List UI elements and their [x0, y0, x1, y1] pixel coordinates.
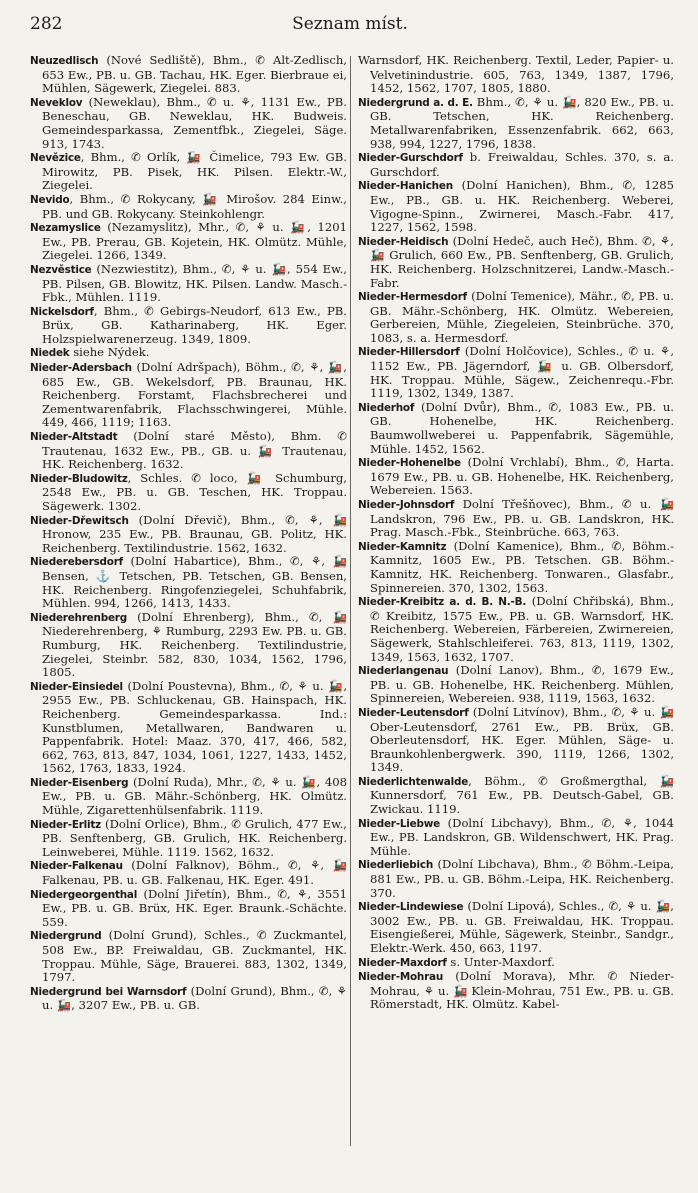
entry-headword: Niederehrenberg [30, 611, 127, 624]
entry-text: (Dolní Ehrenberg), Bhm., ✆, 🚂 Niederehrenberg, ⚘ Rumburg, 2293 Ew. PB. u. GB. Rumburg, HK. Reichenberg. Textilindustrie, Ziegelei, Steinbr. 582, 830, 1034, 1562, 1796, 1805. [42, 609, 347, 680]
entry-text: (Nezwiestitz), Bhm., ✆, ⚘ u. 🚂, 554 Ew., PB. Pilsen, GB. Blowitz, HK. Pilsen. Landw. Masch.-Fbk., Mühlen. 1119. [42, 261, 347, 305]
column-divider [350, 56, 351, 1146]
entry-headword: Nieder-Einsiedel [30, 680, 123, 693]
entry-headword: Nieder-Adersbach [30, 362, 132, 375]
entry-text: s. Unter-Maxdorf. [446, 954, 555, 969]
entry-text: (Dolní Dvůr), Bhm., ✆, 1083 Ew., PB. u. GB. Hohenelbe, HK. Reichenberg. Baumwollweberei u. Pappenfabrik, Sägemühle, Mühle. 1452, 1562. [370, 399, 674, 456]
entry-headword: Niedergeorgenthal [30, 888, 138, 901]
gazetteer-entry [30, 818, 347, 860]
entry-text: (Dolní Orlice), Bhm., ✆ Grulich, 477 Ew., PB. Senftenberg, GB. Grulich, HK. Reichenberg. Leinweberei, Mühle. 1119. 1562, 1632. [42, 816, 347, 859]
entry-headword: Niederebersdorf [30, 556, 123, 569]
entry-headword: Nieder-Hohenelbe [358, 457, 461, 470]
entry-headword: Niedergrund bei Warnsdorf [30, 985, 187, 998]
gazetteer-entry [30, 305, 347, 347]
entry-headword: Nieder-Kamnitz [358, 540, 447, 553]
entry-headword: Nieder-Hanichen [358, 180, 453, 193]
gazetteer-entry [358, 595, 674, 664]
entry-text: (Nezamyslitz), Mhr., ✆, ⚘ u. 🚂, 1201 Ew., PB. Prerau, GB. Kojetein, HK. Olmütz. Mühle, Ziegelei. 1266, 1349. [42, 220, 347, 263]
entry-headword: Niederliebich [358, 859, 434, 872]
entry-text: (Dolní Falknov), Böhm., ✆, ⚘, 🚂 Falkenau, PB. u. GB. Falkenau, HK. Eger. 491. [42, 858, 347, 888]
entry-text: (Dolní Grund), Schles., ✆ Zuckmantel, 508 Ew., BP. Freiwaldau, GB. Zuckmantel, HK. Troppau. Mühle, Säge, Brauerei. 883, 1302, 1349, 1797. [42, 928, 347, 985]
gazetteer-entry [358, 817, 674, 859]
gazetteer-entry [358, 401, 674, 456]
entry-headword: Nieder-Liebwe [358, 817, 440, 830]
entry-headword: Niederlichtenwalde [358, 775, 469, 788]
gazetteer-entry [358, 540, 674, 595]
left-column [30, 54, 347, 1013]
entry-text: , Schles. ✆ loco, 🚂 Schumburg, 2548 Ew., PB. u. GB. Teschen, HK. Troppau. Sägewerk. 1302. [42, 470, 347, 513]
entry-headword: Nieder-Kreibitz a. d. B. N.-B. [358, 596, 527, 609]
entry-text: (Dolní staré Město), Bhm. ✆ Trautenau, 1632 Ew., PB., GB. u. 🚂 Trautenau, HK. Reichenberg. 1632. [42, 429, 347, 472]
gazetteer-entry [30, 929, 347, 984]
gazetteer-entry [30, 985, 347, 1013]
entry-text: (Dolní Kamenice), Bhm., ✆, Böhm.-Kamnitz, 1605 Ew., PB. Tetschen. GB. Böhm.-Kamnitz, HK. Reichenberg. Tonwaren., Glasfabr., Spinnereien. 370, 1302, 1563. [370, 538, 674, 595]
gazetteer-entry [30, 611, 347, 680]
entry-headword: Niederhof [358, 401, 415, 414]
gazetteer-entry [30, 776, 347, 818]
gazetteer-entry [358, 970, 674, 1012]
entry-text: (Dolní Temenice), Mähr., ✆, PB. u. GB. Mähr.-Schönberg, HK. Olmütz. Webereien, Gerbereien, Mühle, Ziegeleien, Steinbrüche. 370, 1083, s. a. Hermesdorf. [370, 289, 674, 345]
gazetteer-entry [358, 345, 674, 400]
entry-text: (Dolní Jiřetín), Bhm., ✆, ⚘, 3551 Ew., PB. u. GB. Brüx, HK. Eger. Braunk.-Schächte. 559. [42, 886, 347, 929]
gazetteer-entry [30, 346, 347, 361]
entry-text: (Dolní Lipová), Schles., ✆, ⚘ u. 🚂, 3002 Ew., PB. u. GB. Freiwaldau, HK. Troppau. Eisengießerei, Mühle, Sägewerk, Steinbr., Sandgr., Elektr.-Werk. 450, 663, 1197. [370, 899, 674, 955]
gazetteer-entry [358, 456, 674, 498]
gazetteer-entry [30, 263, 347, 305]
entry-text: , Bhm., ✆ Orlík, 🚂 Čimelice, 793 Ew. GB. Mirowitz, PB. Pisek, HK. Pilsen. Elektr.-W., Ziegelei. [42, 150, 347, 193]
entry-headword: Neveklov [30, 96, 83, 109]
entry-text: Bhm., ✆, ⚘ u. 🚂, 820 Ew., PB. u. GB. Tetschen, HK. Reichenberg. Metallwarenfabriken, Essenzenfabrik. 662, 663, 938, 994, 1227, 1796, 1838. [370, 94, 674, 151]
entry-text: (Dolní Adršpach), Böhm., ✆, ⚘, 🚂, 685 Ew., GB. Wekelsdorf, PB. Braunau, HK. Reichenberg. Forstamt, Flachsbrecherei und Zementwarenfabrik, Flachsschwingerei, Mühle. 449, 466, 1119; 1163. [42, 360, 347, 430]
entry-headword: Niedergrund [30, 930, 102, 943]
gazetteer-entry [358, 664, 674, 706]
entry-headword: Nieder-Mohrau [358, 971, 444, 984]
entry-text: (Dolní Poustevna), Bhm., ✆, ⚘ u. 🚂, 2955 Ew., PB. Schluckenau, GB. Hainspach, HK. Reichenberg. Gemeindesparkassa. Ind.: Kunstblumen, Metallwaren, Bandwaren u. Pappenfabrik. Hotel: Maaz. 370, 417, 466, 582, 662, 763, 813, 847, 1034, 1061, 1227, 1433, 1452, 1562, 1763, 1833, 1924. [42, 678, 347, 776]
gazetteer-entry [358, 956, 674, 971]
entry-text: (Neweklau), Bhm., ✆ u. ⚘, 1131 Ew., PB. Beneschau, GB. Neweklau, HK. Budweis. Gemeindesparkassa, Zementfbk., Ziegelei, Säge. 913, 1743. [42, 94, 347, 151]
page-header [30, 14, 670, 42]
gazetteer-entry [30, 361, 347, 430]
gazetteer-entry [358, 179, 674, 234]
entry-headword: Niedek [30, 347, 70, 360]
entry-headword: Neuzedlisch [30, 55, 99, 67]
gazetteer-entry [358, 290, 674, 345]
gazetteer-entry [358, 775, 674, 817]
entry-headword: Nieder-Leutensdorf [358, 706, 469, 719]
entry-headword: Nickelsdorf [30, 305, 94, 318]
gazetteer-entry [358, 498, 674, 540]
entry-headword: Nieder-Dřewitsch [30, 514, 129, 527]
entry-headword: Nevězice [30, 152, 81, 165]
entry-headword: Nieder-Heidisch [358, 235, 449, 248]
gazetteer-entry [358, 858, 674, 900]
gazetteer-entry [358, 235, 674, 290]
gazetteer-entry [30, 151, 347, 193]
entry-text: (Dolní Ruda), Mhr., ✆, ⚘ u. 🚂, 408 Ew., PB. u. GB. Mähr.-Schönberg, HK. Olmütz. Mühle, Zigarettenhülsenfabrik. 1119. [42, 774, 347, 818]
gazetteer-entry [30, 193, 347, 221]
entry-headword: Nieder-Maxdorf [358, 956, 447, 969]
gazetteer-entry [358, 96, 674, 151]
gazetteer-entry [358, 900, 674, 955]
entry-text: (Dolní Hedeč, auch Heč), Bhm. ✆, ⚘, 🚂 Grulich, 660 Ew., PB. Senftenberg, GB. Grulich, HK. Reichenberg. Holzschnitzerei, Landw.-Masch.-Fabr. [370, 233, 674, 290]
entry-text: , Bhm., ✆ Gebirgs-Neudorf, 613 Ew., PB. Brüx, GB. Katharinaberg, HK. Eger. Holzspielwarenerzeug. 1349, 1809. [42, 303, 347, 346]
entry-headword: Nieder-Falkenau [30, 860, 123, 873]
page-number: 282 [30, 14, 63, 34]
entry-text: , Bhm., ✆ Rokycany, 🚂 Mirošov. 284 Einw., PB. und GB. Rokycany. Steinkohlengr. [42, 191, 347, 221]
gazetteer-entry [30, 221, 347, 263]
entry-text: siehe Nýdek. [69, 345, 150, 360]
entry-text: b. Freiwaldau, Schles. 370, s. a. Gurschdorf. [370, 150, 674, 179]
entry-text: (Dolní Litvínov), Bhm., ✆, ⚘ u. 🚂 Ober-Leutensdorf, 2761 Ew., PB. Brüx, GB. Oberleutensdorf, HK. Eger. Mühlen, Säge- u. Braunkohlenbergwerk. 390, 1119, 1266, 1302, 1349. [370, 704, 674, 775]
gazetteer-entry [358, 54, 674, 96]
entry-text: (Dolní Vrchlabí), Bhm., ✆, Harta. 1679 Ew., PB. u. GB. Hohenelbe, HK. Reichenberg, Webereien. 1563. [370, 455, 674, 498]
gazetteer-entry [358, 706, 674, 775]
entry-text: (Nové Sedliště), Bhm., ✆ Alt-Zedlisch, 653 Ew., PB. u. GB. Tachau, HK. Eger. Bierbraue ei, Mühlen, Sägewerk, Ziegelei. 883. [42, 53, 347, 96]
gazetteer-entry [30, 888, 347, 930]
entry-text: (Dolní Morava), Mhr. ✆ Nieder-Mohrau, ⚘ u. 🚂 Klein-Mohrau, 751 Ew., PB. u. GB. Römerstadt, HK. Olmütz. Kabel- [370, 969, 674, 1012]
entry-text: Dolní Třešňovec), Bhm., ✆ u. 🚂 Landskron, 796 Ew., PB. u. GB. Landskron, HK. Prag. Masch.-Fbk., Steinbrüche. 663, 763. [370, 497, 674, 540]
entry-text: Warnsdorf, HK. Reichenberg. Textil, Leder, Papier- u. Velvetinindustrie. 605, 763, 1349, 1387, 1796, 1452, 1562, 1707, 1805, 1880. [358, 53, 674, 96]
entry-headword: Nezamyslice [30, 222, 101, 235]
entry-headword: Nevido [30, 193, 70, 206]
entry-text: (Dolní Holčovice), Schles., ✆ u. ⚘, 1152 Ew., PB. Jägerndorf, 🚂 u. GB. Olbersdorf, HK. Troppau. Mühle, Sägew., Zeichenrequ.-Fbr. 1119, 1302, 1349, 1387. [370, 344, 674, 401]
entry-text: (Dolní Dřevič), Bhm., ✆, ⚘, 🚂 Hronow, 235 Ew., PB. Braunau, GB. Politz, HK. Reichenberg. Textilindustrie. 1562, 1632. [42, 512, 347, 555]
entry-headword: Nieder-Eisenberg [30, 776, 129, 789]
entry-headword: Nieder-Hermesdorf [358, 291, 467, 304]
right-column [358, 54, 674, 1012]
page-title: Seznam míst. [292, 14, 408, 34]
entry-headword: Nieder-Gurschdorf [358, 152, 463, 165]
gazetteer-entry [30, 859, 347, 887]
entry-text: (Dolní Libchava), Bhm., ✆ Böhm.-Leipa, 881 Ew., PB. u. GB. Böhm.-Leipa, HK. Reichenberg. 370. [370, 857, 674, 900]
gazetteer-entry [30, 96, 347, 151]
entry-headword: Nieder-Bludowitz [30, 472, 128, 485]
entry-headword: Nezvěstice [30, 263, 92, 276]
entry-headword: Nieder-Erlitz [30, 818, 101, 831]
gazetteer-entry [30, 680, 347, 776]
gazetteer-entry [30, 555, 347, 610]
entry-text: (Dolní Hanichen), Bhm., ✆, 1285 Ew., PB., GB. u. HK. Reichenberg. Weberei, Vigogne-Spinn., Zwirnerei, Masch.-Fabr. 417, 1227, 1562, 1598. [370, 178, 674, 235]
gazetteer-entry [30, 472, 347, 514]
entry-headword: Nieder-Johnsdorf [358, 499, 455, 511]
entry-text: (Dolní Habartice), Bhm., ✆, ⚘, 🚂 Bensen, ⚓ Tetschen, PB. Tetschen, GB. Bensen, HK. Reichenberg. Ringofenziegelei, Schuhfabrik, Mühlen. 994, 1266, 1413, 1433. [42, 554, 347, 611]
gazetteer-entry [358, 151, 674, 179]
gazetteer-entry [30, 54, 347, 96]
entry-text: (Dolní Libchavy), Bhm., ✆, ⚘, 1044 Ew., PB. Landskron, GB. Wildenschwert, HK. Prag. Mühle. [370, 815, 674, 858]
entry-text: (Dolní Lanov), Bhm., ✆, 1679 Ew., PB. u. GB. Hohenelbe, HK. Reichenberg. Mühlen, Spinnereien, Webereien. 938, 1119, 1563, 1632. [370, 663, 674, 706]
entry-headword: Niedergrund a. d. E. [358, 96, 473, 109]
gazetteer-entry [30, 514, 347, 556]
entry-headword: Niederlangenau [358, 665, 449, 678]
entry-headword: Nieder-Altstadt [30, 431, 118, 444]
entry-text: , Böhm., ✆ Großmergthal, 🚂 Kunnersdorf, 761 Ew., PB. Deutsch-Gabel, GB. Zwickau. 1119. [370, 773, 674, 817]
entry-text: (Dolní Chřibská), Bhm., ✆ Kreibitz, 1575 Ew., PB. u. GB. Warnsdorf, HK. Reichenberg. Webereien, Färbereien, Zwirnereien, Sägewerk, Stahlschleiferei. 763, 813, 1119, 1302, 1349, 1563, 1632, 1707. [370, 594, 675, 664]
gazetteer-entry [30, 430, 347, 472]
entry-headword: Nieder-Hillersdorf [358, 346, 460, 359]
entry-headword: Nieder-Lindewiese [358, 901, 464, 914]
entry-text: (Dolní Grund), Bhm., ✆, ⚘ u. 🚂, 3207 Ew., PB. u. GB. [42, 983, 347, 1013]
